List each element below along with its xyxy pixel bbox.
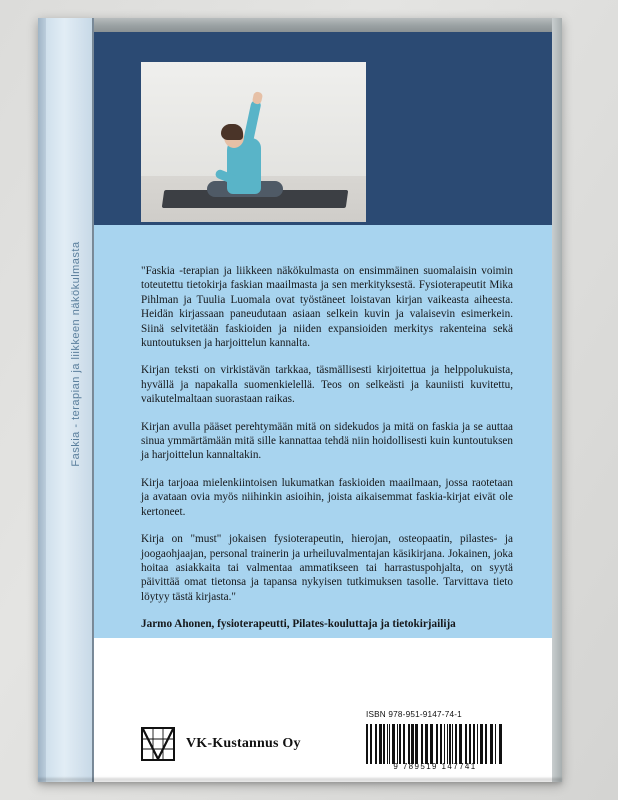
blurb-paragraph: Kirja tarjoaa mielenkiintoisen lukumatkan faskioiden maailmaan, jossa raotetaan ja avataan ovia myös niihinkin asioihin, joista aikaisemmat faskia-kirjat eivät ole kertoneet. bbox=[141, 476, 513, 518]
barcode-bars bbox=[366, 724, 504, 764]
barcode bbox=[366, 724, 504, 770]
blurb-paragraph: Kirjan teksti on virkistävän tarkkaa, täsmällisesti kirjoitettua ja helppolukuista, hyvällä ja napakalla suomenkielellä. Teos on selkeästi ja kauniisti kuvitettu, vaikutelmaltaan suorastaan raikas. bbox=[141, 364, 513, 406]
spine-title: Faskia - terapian ja liikkeen näkökulmasta bbox=[70, 241, 82, 467]
blurb-paragraph: Kirjan avulla pääset perehtymään mitä on sidekudos ja mitä on faskia ja se auttaa sinua ymmärtämään mitä sille kannattaa tehdä niin hoidollisesti kuin kuntoutuksen ja harjoittelun kannaltakin. bbox=[141, 420, 513, 462]
blurb-attribution: Jarmo Ahonen, fysioterapeutti, Pilates-kouluttaja ja tietokirjailija bbox=[141, 618, 456, 631]
barcode-number: 9 789519 147741 bbox=[393, 762, 477, 771]
logo-mark bbox=[141, 727, 175, 761]
back-cover-text bbox=[141, 264, 513, 645]
book-drop-shadow bbox=[38, 778, 562, 786]
isbn-label: ISBN 978-951-9147-74-1 bbox=[366, 710, 462, 719]
blurb-paragraph: Kirja on "must" jokaisen fysioterapeutin, hierojan, osteopaatin, pilastes- ja joogaohjaajan, personal trainerin ja urheiluvalmentajan käsikirjana. Jokainen, joka hoitaa asiakkaita tai valmentaa ammatikseen tai harrastuspohjalta, on syytä päivittää omat tietonsa ja tapansa nykyisen tutkimuksen tasolle. Tarvittava tieto löytyy tästä kirjasta." bbox=[141, 533, 513, 603]
spine-panel bbox=[46, 18, 92, 782]
cover-photo bbox=[141, 62, 366, 222]
photo-person-hair bbox=[221, 124, 243, 140]
publisher-name: VK-Kustannus Oy bbox=[186, 736, 301, 751]
publisher-logo-icon bbox=[141, 727, 175, 761]
cover-top-edge bbox=[94, 18, 562, 32]
book-back-cover bbox=[38, 18, 562, 782]
cover-right-edge bbox=[552, 18, 562, 782]
book-spine bbox=[38, 18, 94, 782]
blurb-paragraph: "Faskia -terapian ja liikkeen näkökulmasta on ensimmäinen suomalaisin voimin toteutettu tietokirja faskian maailmasta ja sen merkityksestä. Fysioterapeutit Mika Pihlman ja Tuulia Luomala ovat työstäneet loistavan kirjan vaikeasta aiheesta. Heidän kirjassaan paneudutaan asiaan selkein kuvin ja valaisevin esimerkein. Siinä selvitetään faskioiden ja niiden expansioiden merkitys rakenteina sekä kuntoutuksen ja harjoittelun kannalta. bbox=[141, 265, 513, 350]
back-cover-face bbox=[94, 32, 552, 782]
